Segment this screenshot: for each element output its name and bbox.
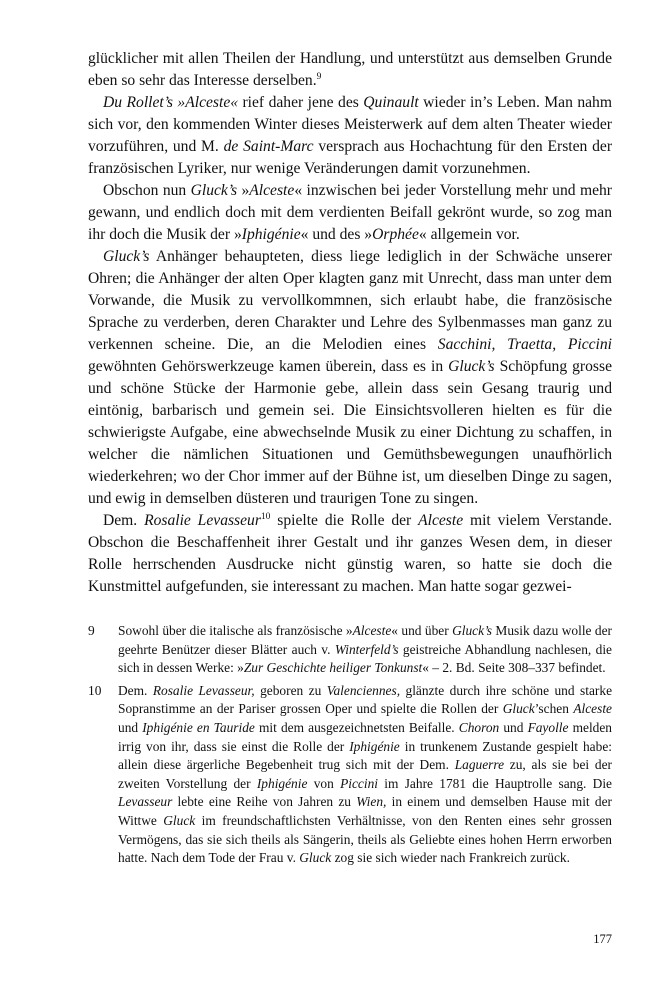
italic-text: Gluck	[163, 812, 196, 828]
italic-text: Winterfeld’s	[334, 641, 399, 657]
footnotes	[88, 622, 612, 872]
italic-text: Orphée	[372, 226, 419, 243]
italic-text: Laguerre	[454, 757, 505, 773]
italic-text: de Saint-Marc	[223, 138, 314, 155]
italic-text: Quinault	[363, 94, 419, 111]
text-run: versprach aus Hochachtung für den Ersten der französischen Lyriker, nur wenige Veränderungen damit vorzunehmen.	[88, 138, 613, 177]
italic-text: Levasseur	[118, 794, 173, 810]
italic-text: Gluck’s	[448, 358, 495, 375]
footnote	[88, 682, 612, 868]
italic-text: Gluck’s	[452, 623, 493, 638]
footnote-text	[118, 622, 612, 678]
text-run: geboren zu	[254, 682, 327, 698]
italic-text: Alceste	[573, 701, 612, 717]
text-run: Obschon nun	[103, 182, 191, 199]
italic-text: Gluck	[502, 701, 535, 717]
page-number: 177	[593, 932, 612, 946]
text-run: spielte die Rolle der	[270, 512, 419, 529]
text-run: « inzwischen bei jeder Vorstellung mehr und mehr gewann, und endlich doch mit dem verdienten Beifall gekrönt wurde, so zog man ihr doch die Musik der »	[88, 182, 612, 243]
text-run: in einem und demselben Hause mit der Wittwe	[118, 794, 612, 828]
text-run: von	[307, 775, 341, 791]
text-run: glänzte durch ihre schöne und starke Sopranstimme an der Pariser grossen Oper und spielte die Rollen der	[118, 682, 613, 717]
footnote	[88, 622, 612, 678]
italic-text: Iphigénie	[241, 226, 301, 243]
text-run: « allgemein vor.	[418, 226, 520, 243]
text-run: »	[237, 182, 250, 199]
text-run: mit vielem Verstande. Obschon die Beschaffenheit ihrer Gestalt und ihr ganzes Wesen dem, in dieser Rolle herrschenden Ausdrucke nicht günstig waren, so hatte sie doch die Kunstmittel aufgefunden, sie interessant zu machen. Man hatte sogar gezwei-	[88, 512, 612, 595]
italic-text: Zur Geschichte heiliger Tonkunst	[243, 660, 423, 676]
text-run: Musik dazu wolle der geehrte Benützer dieser Blätter auch v.	[118, 623, 612, 657]
italic-text: Du Rollet’s »Alceste«	[103, 94, 239, 111]
italic-text: Valenciennes,	[326, 682, 401, 698]
text-run: Sowohl über die italische als französische »	[118, 623, 353, 638]
italic-text: Gluck	[299, 850, 332, 866]
text-run: Dem.	[103, 512, 145, 529]
text-run: glücklicher mit allen Theilen der Handlung, und unterstützt aus demselben Grunde eben so sehr das Interesse derselben.	[88, 50, 612, 89]
text-run: lebte eine Reihe von Jahren zu	[172, 794, 357, 810]
text-run: « und über	[391, 623, 453, 638]
italic-text: Alceste	[418, 512, 464, 529]
text-run: melden irrig von ihr, dass sie einst die Rolle der	[118, 719, 613, 754]
text-run: zog sie sich wieder nach Frankreich zurück.	[331, 850, 570, 866]
italic-text: Iphigénie en Tauride	[142, 719, 255, 735]
italic-text: Wien,	[356, 794, 387, 810]
footnote-number: 9	[88, 623, 95, 638]
italic-text: Rosalie Levasseur	[144, 512, 261, 529]
text-run: und	[118, 719, 143, 735]
paragraph	[88, 510, 612, 598]
text-run: « und des »	[300, 226, 373, 243]
italic-text: Gluck’s	[103, 248, 150, 265]
paragraph	[88, 92, 612, 180]
italic-text: Rosalie Levasseur,	[152, 682, 255, 698]
text-run: geistreiche Abhandlung nachlesen, die sich in dessen Werke: »	[118, 641, 612, 676]
italic-text: Piccini	[340, 775, 379, 791]
italic-text: Alceste	[249, 182, 295, 199]
text-run: wieder in’s Leben. Man nahm sich vor, den kommenden Winter dieses Meisterwerk auf dem alten Theater wieder vorzuführen, und M.	[88, 94, 612, 155]
italic-text: Iphigénie	[256, 775, 308, 791]
italic-text: Fayolle	[527, 719, 569, 735]
footnote-text	[118, 682, 612, 868]
italic-text: Sacchini, Traetta, Piccini	[437, 336, 612, 353]
text-run: Schöpfung grosse und schöne Stücke der Harmonie gebe, allein dass sein Gesang traurig und eintönig, barbarisch und gemein sei. Die Einsichtsvolleren hielten es für die schwierigste Aufgabe, eine abwechselnde Musik zu einer Dichtung zu schaffen, in welcher die nämlichen Situationen und Gemüthsbewegungen unaufhörlich wiederkehren; wo der Chor immer auf der Bühne ist, um dieselben Dinge zu sagen, und ewig in demselben düsteren und traurigen Tone zu singen.	[88, 358, 612, 507]
text-run: rief daher jene des	[238, 94, 364, 111]
footnote-number: 10	[88, 682, 102, 698]
italic-text: Iphigénie	[349, 738, 400, 754]
text-run: Anhänger behaupteten, diess liege lediglich in der Schwäche unserer Ohren; die Anhänger der alten Oper klagten ganz mit Unrecht, dass man unter dem Vorwande, die Musik zu vervollkommnen, sich erlaubt habe, die französische Sprache zu verderben, deren Charakter und Lehre des Sylbenmasses man ganz zu verkennen scheine. Die, an die Melodien eines	[88, 248, 612, 353]
text-run: gewöhnten Gehörswerkzeuge kamen überein, dass es in	[88, 358, 449, 375]
paragraph	[88, 246, 612, 510]
text-run: Dem.	[118, 682, 153, 698]
text-run: zu, als sie bei der zweiten Vorstellung der	[118, 757, 612, 791]
paragraph	[88, 48, 612, 92]
text-run: und	[499, 719, 528, 735]
text-run: « – 2. Bd. Seite 308–337 befindet.	[422, 660, 606, 676]
text-run: im Jahre 1781 die Hauptrolle sang. Die	[378, 775, 613, 791]
italic-text: Gluck’s	[190, 182, 238, 199]
text-run: im freundschaftlichsten Verhältnisse, von den Renten eines sehr grossen Vermögens, das sie sich theils als Sängerin, theils als Geliebte eines hohen Herrn erworben hatte. Nach dem Tode der Frau v.	[118, 812, 612, 866]
italic-text: Choron	[458, 719, 500, 735]
paragraph	[88, 180, 612, 246]
text-run: in trunkenem Zustande gespielt habe: allein diese ärgerliche Begebenheit trug sich mit der Dem.	[118, 738, 612, 773]
text-run: ’schen	[534, 701, 574, 717]
text-run: mit dem ausgezeichnetsten Beifalle.	[254, 719, 459, 735]
italic-text: Alceste	[352, 623, 392, 638]
footnote-ref: 10	[260, 511, 271, 522]
main-text	[88, 48, 612, 598]
footnote-ref: 9	[316, 71, 322, 82]
